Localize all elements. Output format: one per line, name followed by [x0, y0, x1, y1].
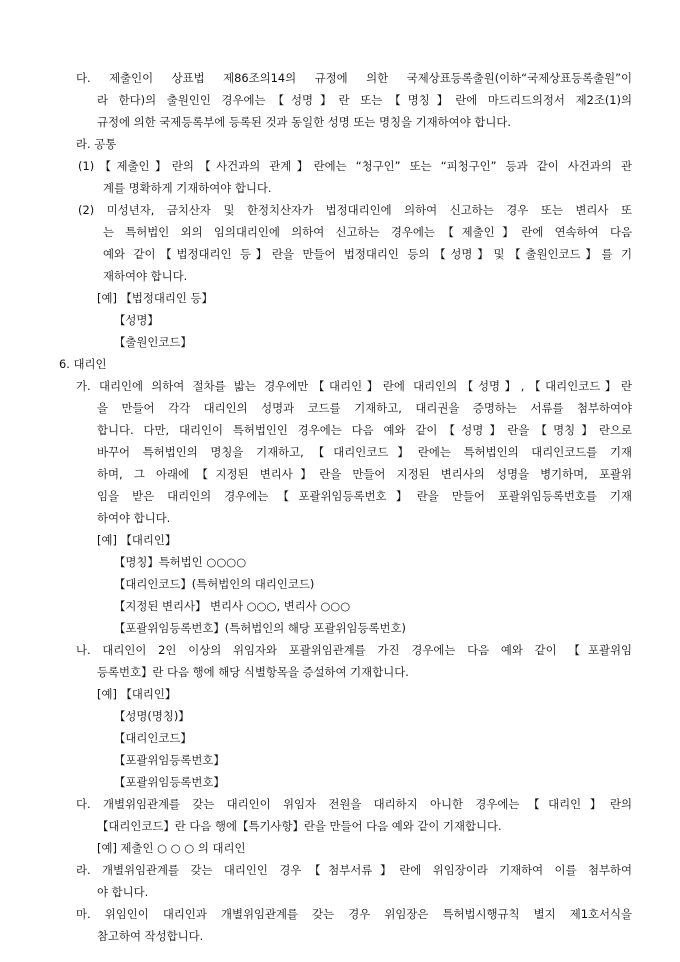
text-line: 바꾸어 특허법인의 명칭을 기재하고,【대리인코드】란에는 특허법인의 대리인코드를 기재 [97, 445, 632, 459]
text-line: 라 한다)의 출원인인 경우에는【성명】란 또는【명칭】란에 마드리드의정서 제2조(1)의 [97, 93, 632, 107]
text-line: [예] 【대리인】 [97, 533, 177, 547]
text-line: 합니다. 다만, 대리인이 특허법인인 경우에는 다음 예와 같이【성명】란을【명칭】란으로 [97, 423, 632, 437]
text-line: 【포괄위임등록번호】(특허법인의 해당 포괄위임등록번호) [114, 621, 406, 635]
text-line: (1)【제출인】란의【사건과의 관계】란에는 “청구인” 또는 “피청구인” 등과 같이 사건과의 관 [78, 159, 632, 173]
text-line: 다. 개별위임관계를 갖는 대리인이 위임자 전원을 대리하지 아니한 경우에는【대리인】란의 [76, 797, 632, 811]
text-line: 규정에 의한 국제등록부에 등록된 것과 동일한 성명 또는 명칭을 기재하여야 합니다. [97, 115, 511, 129]
text-line: 나. 대리인이 2인 이상의 위임자와 포괄위임관계를 가진 경우에는 다음 예와 같이 【포괄위임 [76, 643, 632, 657]
text-line: 【지정된 변리사】 변리사 ○○○, 변리사 ○○○ [114, 599, 351, 613]
text-line: 을 만들어 각각 대리인의 성명과 코드를 기재하고, 대리권을 증명하는 서류를 첨부하여야 [97, 401, 632, 415]
text-line: 【대리인코드】 [114, 731, 192, 745]
text-line: 임을 받은 대리인의 경우에는【포괄위임등록번호】란을 만들어 포괄위임등록번호를 기재 [97, 489, 632, 503]
text-line: 는 특허법인 외의 임의대리인에 의하여 신고하는 경우에는【제출인】란에 연속하여 다음 [103, 225, 632, 239]
text-line: (2) 미성년자, 금치산자 및 한정치산자가 법정대리인에 의하여 신고하는 경우 또는 변리사 또 [78, 203, 632, 217]
text-line: [예] 【대리인】 [97, 687, 177, 701]
text-line: 야 합니다. [97, 885, 149, 899]
text-line: 【대리인코드】(특허법인의 대리인코드) [114, 577, 315, 591]
text-line: 재하여야 합니다. [103, 269, 188, 283]
text-line: 【포괄위임등록번호】 [114, 753, 225, 767]
text-line: 가. 대리인에 의하여 절차를 밟는 경우에만【대리인】란에 대리인의【성명】,【대리인코드】란 [76, 379, 632, 393]
text-line: 【명칭】특허법인 ○○○○ [114, 555, 247, 569]
text-line: 【출원인코드】 [114, 335, 192, 349]
text-line: 계를 명확하게 기재하여야 합니다. [103, 181, 272, 195]
text-line: 라. 개별위임관계를 갖는 대리인인 경우【첨부서류】란에 위임장이라 기재하여 이를 첨부하여 [76, 863, 632, 877]
text-line: 【성명】 [114, 313, 159, 327]
text-line: 하여야 합니다. [97, 511, 171, 525]
text-line: 【포괄위임등록번호】 [114, 775, 225, 789]
text-line: 하며, 그 아래에【지정된 변리사】란을 만들어 지정된 변리사의 성명을 병기하며, 포괄위 [97, 467, 632, 481]
text-line: 【대리인코드】란 다음 행에【특기사항】란을 만들어 다음 예와 같이 기재합니다. [97, 819, 502, 833]
text-line: 라. 공통 [76, 137, 117, 151]
text-line: 등록번호】란 다음 행에 해당 식별항목을 증설하여 기재합니다. [97, 665, 409, 679]
text-line: 예와 같이【법정대리인 등】란을 만들어 법정대리인 등의【성명】및【출원인코드】를 기 [103, 247, 632, 261]
text-line: 6. 대리인 [59, 357, 107, 371]
text-line: [예] 제출인 ○ ○ ○ 의 대리인 [97, 841, 246, 855]
text-line: [예] 【법정대리인 등】 [97, 291, 213, 305]
text-line: 다. 제출인이 상표법 제86조의14의 규정에 의한 국제상표등록출원(이하“국제상표등록출원”이 [76, 71, 632, 85]
text-line: 참고하여 작성합니다. [97, 929, 204, 943]
text-line: 마. 위임인이 대리인과 개별위임관계를 갖는 경우 위임장은 특허법시행규칙 별지 제1호서식을 [76, 907, 632, 921]
text-line: 【성명(명칭)】 [114, 709, 190, 723]
